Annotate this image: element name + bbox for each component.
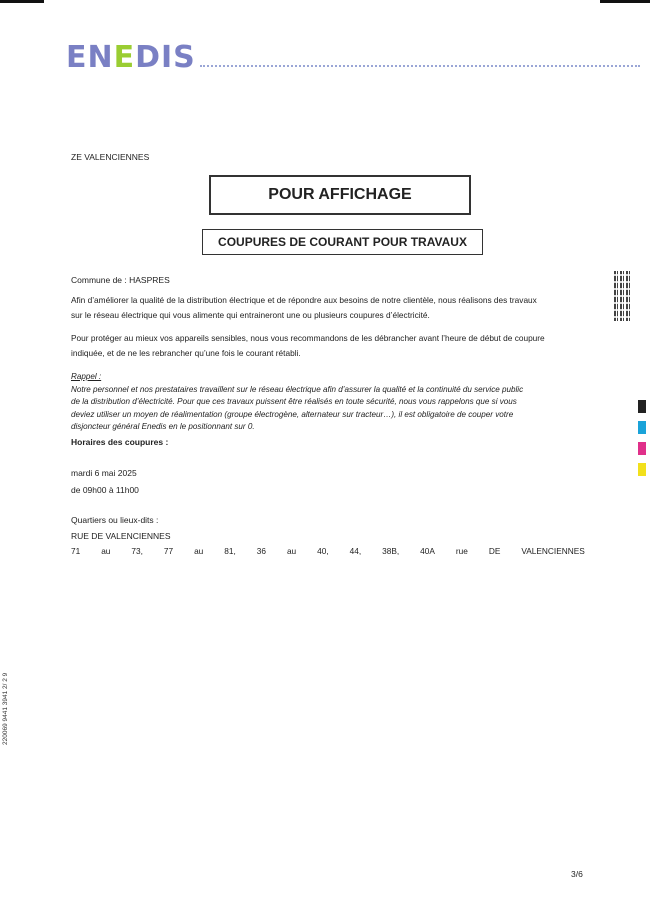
intro-paragraph: [71, 293, 591, 323]
address-token: 40A: [420, 546, 435, 556]
title-box: POUR AFFICHAGE: [209, 175, 471, 215]
header-dotted-rule: [200, 65, 640, 67]
address-token: au: [101, 546, 111, 556]
datamatrix-overlay: [614, 271, 631, 321]
address-token: au: [286, 546, 297, 556]
rappel-title: Rappel :: [71, 372, 102, 381]
rappel-line: Notre personnel et nos prestataires travaillent sur le réseau électrique afin d’assurer la qualité et la continuité du service public: [71, 384, 524, 394]
rappel-line: deviez utiliser un moyen de réalimentation (groupe électrogène, alternateur sur tracteur…), il est obligatoire de couper votre: [71, 409, 514, 419]
protect-line: Pour protéger au mieux vos appareils sensibles, nous vous recommandons de les débrancher avant l’heure de début de coupure: [71, 333, 545, 343]
side-reference-code: 220069 9441 3941 2/ 2 9: [2, 672, 9, 745]
quarters-heading: Quartiers ou lieux-dits :: [71, 515, 159, 525]
subtitle-box: COUPURES DE COURANT POUR TRAVAUX: [202, 229, 483, 255]
address-token: 77: [163, 546, 174, 556]
page-number: 3/6: [571, 869, 583, 879]
address-token: 73,: [131, 546, 143, 556]
rappel-line: disjoncteur général Enedis en le positionnant sur 0.: [71, 422, 255, 431]
rappel-line: de la distribution d’électricité. Pour que ces travaux puissent être réalisés en toute sécurité, nous vous rappelons que si vous: [71, 397, 517, 406]
address-token: 71: [71, 546, 81, 556]
enedis-logo: ENEDIS: [66, 40, 196, 75]
schedule-time: de 09h00 à 11h00: [71, 485, 139, 495]
rappel-block: [71, 371, 591, 434]
intro-line: Afin d’améliorer la qualité de la distribution électrique et de répondre aux besoins de notre clientèle, nous réalisons des travaux: [71, 295, 537, 305]
zone-label: ZE VALENCIENNES: [71, 152, 150, 162]
street-name: RUE DE VALENCIENNES: [71, 531, 171, 541]
address-token: 81,: [224, 546, 236, 556]
address-token: 36: [256, 546, 266, 556]
top-right-edge-mark: [600, 0, 650, 3]
address-token: rue: [455, 546, 468, 556]
address-token: 44,: [349, 546, 362, 556]
top-left-edge-mark: [0, 0, 44, 3]
protect-line: indiquée, et de ne les rebrancher qu’une fois le courant rétabli.: [71, 348, 301, 358]
address-token: VALENCIENNES: [521, 546, 585, 556]
intro-line: sur le réseau électrique qui vous alimente qui entraineront une ou plusieurs coupures d’électricité.: [71, 310, 430, 320]
color-mark-magenta: [638, 442, 646, 455]
color-mark-yellow: [638, 463, 646, 476]
schedule-date: mardi 6 mai 2025: [71, 468, 137, 478]
address-token: au: [194, 546, 204, 556]
address-token: 38B,: [382, 546, 400, 556]
address-row: [71, 546, 585, 556]
protect-paragraph: [71, 331, 591, 361]
color-mark-black: [638, 400, 646, 413]
address-token: DE: [488, 546, 501, 556]
address-token: 40,: [317, 546, 329, 556]
schedule-heading: Horaires des coupures :: [71, 437, 169, 447]
color-mark-cyan: [638, 421, 646, 434]
commune-label: Commune de : HASPRES: [71, 275, 170, 285]
